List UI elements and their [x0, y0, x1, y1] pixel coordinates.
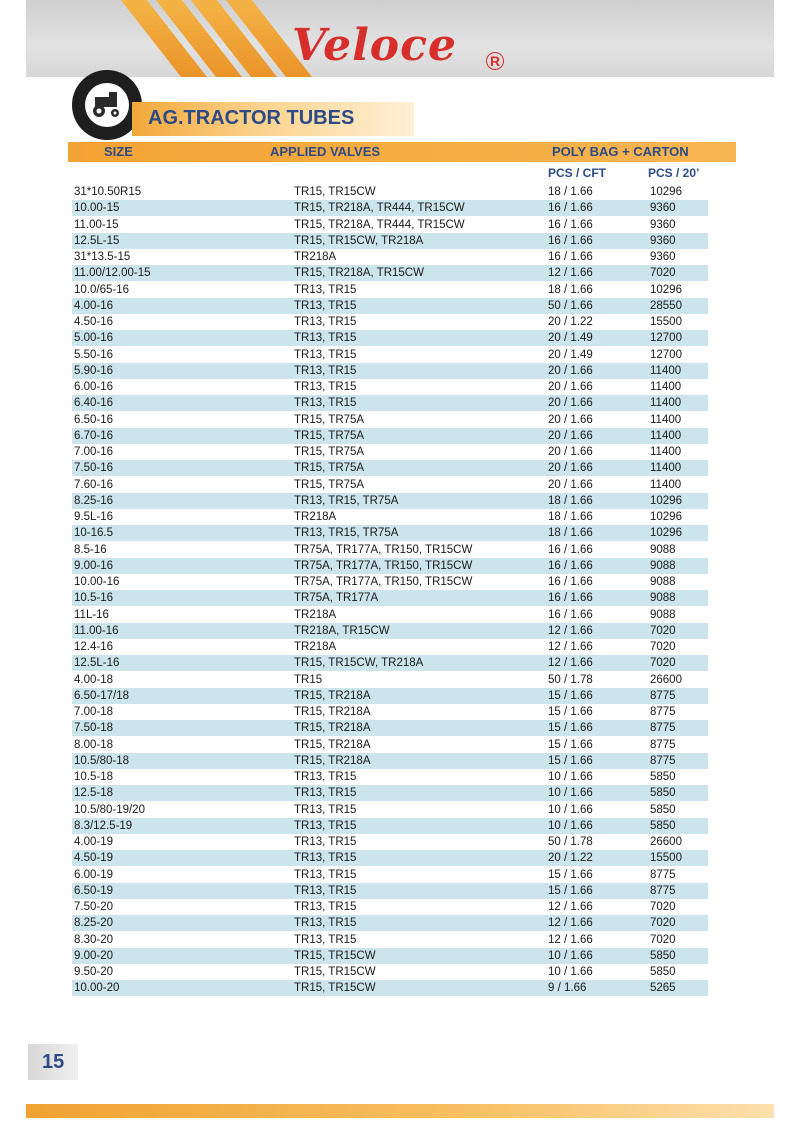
table-row: [72, 883, 708, 899]
cell-valves: TR15, TR15CW: [294, 186, 376, 198]
cell-pcs-cft: 18 / 1.66: [548, 511, 593, 523]
table-row: [72, 802, 708, 818]
cell-pcs-20: 26600: [650, 673, 682, 686]
cell-pcs-20: 5850: [650, 949, 676, 962]
cell-pcs-20: 5850: [650, 966, 676, 978]
cell-pcs-20: 12700: [650, 332, 682, 345]
table-row: [72, 964, 708, 980]
cell-size: 5.50-16: [74, 348, 114, 361]
cell-size: 6.00-19: [74, 868, 114, 881]
cell-pcs-cft: 18 / 1.66: [548, 186, 593, 198]
cell-valves: TR218A: [294, 511, 337, 523]
cell-valves: TR15, TR218A: [294, 754, 371, 767]
cell-pcs-cft: 10 / 1.66: [548, 771, 593, 783]
table-row: [72, 704, 708, 720]
cell-size: 11.00-16: [74, 624, 119, 637]
cell-valves: TR15, TR75A: [294, 462, 365, 475]
cell-pcs-cft: 16 / 1.66: [548, 543, 593, 556]
cell-valves: TR15, TR15CW, TR218A: [294, 657, 424, 670]
cell-size: 7.50-20: [74, 901, 114, 913]
cell-pcs-20: 7020: [650, 933, 676, 946]
cell-pcs-cft: 16 / 1.66: [548, 218, 593, 231]
table-row: [72, 655, 708, 671]
cell-pcs-cft: 15 / 1.66: [548, 722, 593, 735]
cell-pcs-20: 10296: [650, 186, 682, 198]
cell-pcs-20: 11400: [650, 478, 682, 491]
cell-size: 12.5-18: [74, 787, 114, 800]
cell-valves: TR15, TR218A: [294, 689, 371, 702]
table-row: [72, 607, 708, 623]
cell-valves: TR15, TR75A: [294, 413, 365, 426]
cell-size: 4.00-18: [74, 673, 114, 686]
cell-valves: TR15, TR218A: [294, 706, 371, 718]
cell-size: 10.5/80-18: [74, 754, 129, 767]
cell-pcs-cft: 12 / 1.66: [548, 917, 593, 930]
table-row: [72, 915, 708, 931]
table-row: [72, 363, 708, 379]
cell-pcs-cft: 15 / 1.66: [548, 689, 593, 702]
cell-pcs-cft: 12 / 1.66: [548, 267, 593, 280]
cell-size: 5.90-16: [74, 364, 114, 377]
cell-pcs-cft: 20 / 1.66: [548, 364, 593, 377]
table-row: [72, 477, 708, 493]
brand-logo: Veloce: [292, 20, 457, 71]
cell-size: 9.50-20: [74, 966, 114, 978]
cell-pcs-cft: 12 / 1.66: [548, 657, 593, 670]
cell-valves: TR13, TR15: [294, 397, 357, 410]
table-row: [72, 639, 708, 655]
cell-pcs-20: 10296: [650, 494, 682, 507]
table-row: [72, 509, 708, 525]
cell-pcs-20: 5265: [650, 982, 676, 995]
cell-pcs-20: 8775: [650, 722, 676, 735]
cell-size: 9.5L-16: [74, 511, 114, 523]
cell-pcs-cft: 10 / 1.66: [548, 787, 593, 800]
cell-size: 6.70-16: [74, 429, 114, 442]
cell-pcs-cft: 16 / 1.66: [548, 251, 593, 263]
cell-valves: TR13, TR15: [294, 836, 357, 848]
cell-valves: TR13, TR15: [294, 771, 357, 783]
cell-pcs-cft: 16 / 1.66: [548, 559, 593, 572]
cell-pcs-20: 7020: [650, 267, 676, 280]
cell-pcs-cft: 20 / 1.66: [548, 478, 593, 491]
table-row: [72, 720, 708, 736]
table-row: [72, 217, 708, 233]
cell-pcs-cft: 16 / 1.66: [548, 202, 593, 215]
cell-valves: TR15, TR218A: [294, 722, 371, 735]
table-row: [72, 850, 708, 866]
cell-pcs-cft: 18 / 1.66: [548, 283, 593, 296]
cell-pcs-cft: 20 / 1.22: [548, 852, 593, 865]
cell-size: 9.00-16: [74, 559, 114, 572]
cell-valves: TR15, TR15CW: [294, 966, 376, 978]
cell-valves: TR13, TR15: [294, 933, 357, 946]
table-row: [72, 379, 708, 395]
table-row: [72, 314, 708, 330]
cell-valves: TR15, TR75A: [294, 478, 365, 491]
cell-pcs-cft: 9 / 1.66: [548, 982, 587, 995]
table-row: [72, 330, 708, 346]
cell-size: 6.50-19: [74, 884, 114, 897]
cell-pcs-20: 8775: [650, 738, 676, 751]
cell-pcs-cft: 12 / 1.66: [548, 933, 593, 946]
cell-pcs-20: 7020: [650, 657, 676, 670]
cell-valves: TR13, TR15: [294, 819, 357, 832]
cell-pcs-cft: 50 / 1.66: [548, 299, 593, 312]
table-row: [72, 737, 708, 753]
cell-valves: TR15, TR218A, TR15CW: [294, 267, 424, 280]
cell-pcs-cft: 18 / 1.66: [548, 527, 593, 540]
table-row: [72, 444, 708, 460]
cell-pcs-20: 8775: [650, 706, 676, 718]
table-row: [72, 688, 708, 704]
cell-pcs-20: 9088: [650, 608, 676, 621]
cell-pcs-cft: 20 / 1.66: [548, 429, 593, 442]
page-number: 15: [28, 1044, 78, 1080]
cell-pcs-20: 11400: [650, 364, 682, 377]
cell-pcs-cft: 16 / 1.66: [548, 592, 593, 605]
cell-pcs-cft: 16 / 1.66: [548, 608, 593, 621]
cell-valves: TR13, TR15: [294, 803, 357, 816]
table-row: [72, 834, 708, 850]
cell-pcs-20: 7020: [650, 917, 676, 930]
cell-size: 9.00-20: [74, 949, 114, 962]
cell-valves: TR13, TR15: [294, 381, 357, 393]
cell-size: 8.00-18: [74, 738, 114, 751]
cell-pcs-cft: 16 / 1.66: [548, 234, 593, 247]
cell-valves: TR13, TR15, TR75A: [294, 527, 399, 540]
header-pcs-20: PCS / 20’: [648, 166, 700, 180]
cell-size: 7.00-18: [74, 706, 114, 718]
cell-size: 4.00-16: [74, 299, 114, 312]
cell-pcs-cft: 20 / 1.66: [548, 446, 593, 458]
cell-size: 12.5L-16: [74, 657, 120, 670]
table-row: [72, 298, 708, 314]
cell-pcs-20: 5850: [650, 771, 676, 783]
header-pcs-cft: PCS / CFT: [548, 166, 607, 180]
cell-size: 8.25-16: [74, 494, 114, 507]
header-size: SIZE: [104, 144, 133, 159]
cell-pcs-20: 5850: [650, 819, 676, 832]
cell-size: 12.4-16: [74, 641, 114, 653]
table-row: [72, 672, 708, 688]
cell-pcs-20: 8775: [650, 868, 676, 881]
cell-size: 31*13.5-15: [74, 251, 131, 263]
cell-size: 10.5-16: [74, 592, 114, 605]
cell-pcs-20: 11400: [650, 446, 682, 458]
cell-size: 10.00-20: [74, 982, 120, 995]
cell-pcs-cft: 20 / 1.66: [548, 381, 593, 393]
cell-size: 8.5-16: [74, 543, 107, 556]
cell-size: 6.00-16: [74, 381, 114, 393]
table-row: [72, 899, 708, 915]
cell-size: 10.5/80-19/20: [74, 803, 145, 816]
cell-valves: TR13, TR15: [294, 332, 357, 345]
cell-pcs-cft: 12 / 1.66: [548, 901, 593, 913]
table-row: [72, 867, 708, 883]
cell-size: 4.50-16: [74, 316, 114, 328]
cell-valves: TR13, TR15: [294, 852, 357, 865]
cell-valves: TR15, TR75A: [294, 446, 365, 458]
cell-pcs-20: 7020: [650, 901, 676, 913]
header-applied-valves: APPLIED VALVES: [270, 144, 381, 159]
table-row: [72, 590, 708, 606]
table-row: [72, 818, 708, 834]
cell-size: 8.25-20: [74, 917, 114, 930]
cell-size: 10.00-16: [74, 576, 120, 588]
cell-pcs-20: 11400: [650, 429, 682, 442]
cell-pcs-cft: 20 / 1.66: [548, 413, 593, 426]
cell-valves: TR15, TR218A: [294, 738, 371, 751]
cell-pcs-20: 5850: [650, 803, 676, 816]
cell-valves: TR15: [294, 673, 323, 686]
cell-size: 10.0/65-16: [74, 283, 129, 296]
cell-pcs-cft: 15 / 1.66: [548, 706, 593, 718]
cell-pcs-cft: 20 / 1.66: [548, 462, 593, 475]
cell-valves: TR13, TR15: [294, 868, 357, 881]
cell-pcs-cft: 12 / 1.66: [548, 641, 593, 653]
cell-pcs-20: 11400: [650, 381, 682, 393]
table-row: [72, 200, 708, 216]
cell-pcs-20: 7020: [650, 641, 676, 653]
cell-size: 7.50-18: [74, 722, 114, 735]
cell-size: 10.5-18: [74, 771, 114, 783]
cell-pcs-20: 12700: [650, 348, 682, 361]
cell-size: 10-16.5: [74, 527, 114, 540]
table-row: [72, 233, 708, 249]
section-title: AG.TRACTOR TUBES: [148, 107, 355, 129]
cell-pcs-20: 9088: [650, 592, 676, 605]
table-row: [72, 428, 708, 444]
table-row: [72, 785, 708, 801]
cell-pcs-20: 10296: [650, 283, 682, 296]
cell-size: 8.30-20: [74, 933, 114, 946]
table-row: [72, 623, 708, 639]
cell-valves: TR13, TR15: [294, 348, 357, 361]
cell-size: 10.00-15: [74, 202, 120, 215]
cell-pcs-20: 15500: [650, 316, 682, 328]
cell-pcs-20: 10296: [650, 511, 682, 523]
footer-bar: [26, 1104, 774, 1118]
cell-size: 6.50-17/18: [74, 689, 129, 702]
table-row: [72, 525, 708, 541]
cell-size: 6.40-16: [74, 397, 114, 410]
cell-pcs-cft: 10 / 1.66: [548, 949, 593, 962]
cell-pcs-cft: 20 / 1.49: [548, 348, 593, 361]
cell-valves: TR13, TR15: [294, 787, 357, 800]
cell-valves: TR13, TR15: [294, 299, 357, 312]
cell-pcs-20: 8775: [650, 754, 676, 767]
cell-pcs-20: 9088: [650, 576, 676, 588]
cell-valves: TR75A, TR177A, TR150, TR15CW: [294, 576, 473, 588]
cell-valves: TR15, TR75A: [294, 429, 365, 442]
table-row: [72, 948, 708, 964]
cell-size: 7.00-16: [74, 446, 114, 458]
cell-size: 7.60-16: [74, 478, 114, 491]
cell-size: 7.50-16: [74, 462, 114, 475]
tractor-icon: [85, 83, 129, 127]
table-row: [72, 412, 708, 428]
registered-mark: R: [486, 52, 504, 70]
cell-pcs-cft: 20 / 1.49: [548, 332, 593, 345]
cell-valves: TR13, TR15: [294, 901, 357, 913]
cell-pcs-20: 9088: [650, 559, 676, 572]
cell-valves: TR218A: [294, 608, 337, 621]
table-row: [72, 395, 708, 411]
cell-pcs-20: 10296: [650, 527, 682, 540]
cell-pcs-20: 7020: [650, 624, 676, 637]
cell-pcs-cft: 10 / 1.66: [548, 966, 593, 978]
cell-size: 31*10.50R15: [74, 186, 142, 198]
cell-valves: TR218A, TR15CW: [294, 624, 390, 637]
table-row: [72, 282, 708, 298]
cell-pcs-20: 9360: [650, 234, 676, 247]
header-packing: POLY BAG + CARTON: [552, 144, 689, 159]
cell-pcs-cft: 15 / 1.66: [548, 738, 593, 751]
cell-pcs-cft: 10 / 1.66: [548, 819, 593, 832]
cell-pcs-20: 9360: [650, 251, 676, 263]
cell-pcs-cft: 12 / 1.66: [548, 624, 593, 637]
cell-pcs-20: 9088: [650, 543, 676, 556]
cell-pcs-cft: 10 / 1.66: [548, 803, 593, 816]
cell-pcs-cft: 50 / 1.78: [548, 836, 593, 848]
cell-pcs-cft: 20 / 1.66: [548, 397, 593, 410]
table-row: [72, 980, 708, 996]
table-row: [72, 184, 708, 200]
table-row: [72, 558, 708, 574]
cell-valves: TR13, TR15, TR75A: [294, 494, 399, 507]
cell-valves: TR75A, TR177A, TR150, TR15CW: [294, 543, 473, 556]
cell-pcs-cft: 20 / 1.22: [548, 316, 593, 328]
cell-pcs-20: 11400: [650, 397, 682, 410]
cell-size: 11.00/12.00-15: [74, 267, 151, 280]
table-row: [72, 753, 708, 769]
cell-size: 4.00-19: [74, 836, 114, 848]
cell-valves: TR75A, TR177A: [294, 592, 379, 605]
cell-valves: TR13, TR15: [294, 283, 357, 296]
table-row: [72, 932, 708, 948]
cell-pcs-20: 15500: [650, 852, 682, 865]
cell-pcs-20: 26600: [650, 836, 682, 848]
cell-valves: TR218A: [294, 641, 337, 653]
cell-pcs-cft: 15 / 1.66: [548, 754, 593, 767]
cell-valves: TR15, TR15CW, TR218A: [294, 234, 424, 247]
cell-valves: TR13, TR15: [294, 316, 357, 328]
cell-pcs-cft: 50 / 1.78: [548, 673, 593, 686]
table-row: [72, 574, 708, 590]
cell-pcs-20: 8775: [650, 884, 676, 897]
cell-size: 11L-16: [74, 608, 109, 621]
table-row: [72, 542, 708, 558]
cell-pcs-20: 28550: [650, 299, 682, 312]
cell-pcs-cft: 15 / 1.66: [548, 868, 593, 881]
cell-valves: TR218A: [294, 251, 337, 263]
cell-valves: TR15, TR218A, TR444, TR15CW: [294, 202, 465, 215]
table-row: [72, 493, 708, 509]
cell-valves: TR13, TR15: [294, 364, 357, 377]
cell-pcs-cft: 16 / 1.66: [548, 576, 593, 588]
cell-valves: TR15, TR15CW: [294, 982, 376, 995]
cell-pcs-20: 5850: [650, 787, 676, 800]
cell-pcs-20: 11400: [650, 413, 682, 426]
cell-pcs-cft: 15 / 1.66: [548, 884, 593, 897]
cell-valves: TR15, TR218A, TR444, TR15CW: [294, 218, 465, 231]
cell-size: 8.3/12.5-19: [74, 819, 133, 832]
cell-valves: TR15, TR15CW: [294, 949, 376, 962]
table-row: [72, 265, 708, 281]
cell-pcs-20: 8775: [650, 689, 676, 702]
cell-size: 11.00-15: [74, 218, 119, 231]
cell-pcs-cft: 18 / 1.66: [548, 494, 593, 507]
cell-size: 4.50-19: [74, 852, 114, 865]
table-row: [72, 769, 708, 785]
cell-pcs-20: 9360: [650, 218, 676, 231]
table-row: [72, 347, 708, 363]
cell-valves: TR13, TR15: [294, 917, 357, 930]
cell-valves: TR13, TR15: [294, 884, 357, 897]
table-row: [72, 460, 708, 476]
cell-pcs-20: 11400: [650, 462, 682, 475]
cell-pcs-20: 9360: [650, 202, 676, 215]
cell-valves: TR75A, TR177A, TR150, TR15CW: [294, 559, 473, 572]
cell-size: 12.5L-15: [74, 234, 120, 247]
table-row: [72, 249, 708, 265]
cell-size: 6.50-16: [74, 413, 114, 426]
cell-size: 5.00-16: [74, 332, 114, 345]
